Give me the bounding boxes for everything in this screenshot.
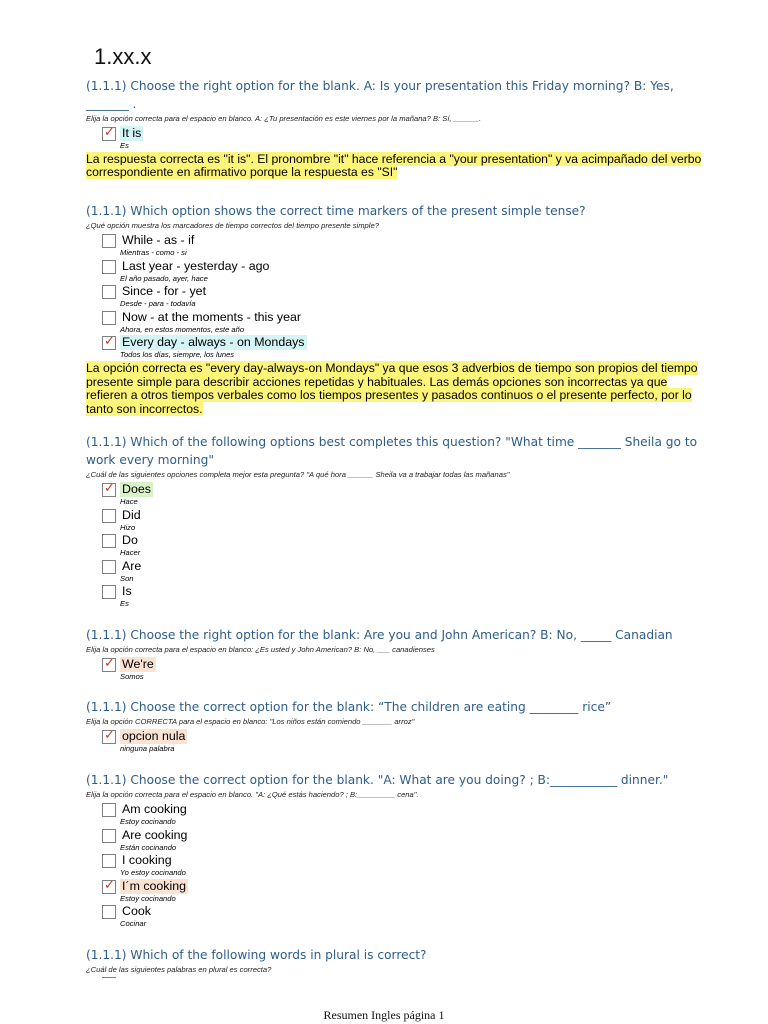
explanation-text: La opción correcta es "every day-always-on Mondays" ya que esos 3 adverbios de tiempo son propios del tiempo presente simple para describir acciones repetidas y habituales. Las demás opciones son incorrectas ya que refieren a otros tiempos verbales como los tiempos presentes y pasados continuos o el presente perfecto, por lo tanto son incorrectos. [86, 360, 698, 416]
checkbox-icon[interactable] [102, 829, 116, 843]
option-label: Does [122, 482, 151, 496]
option-item[interactable] [86, 232, 706, 258]
option-item[interactable] [86, 125, 706, 151]
option-translation: Todos los días, siempre, los lunes [120, 350, 235, 360]
explanation-text: La respuesta correcta es "it is". El pronombre "it" hace referencia a "your presentation" y va acimpañado del verbo correspondiente en afirmativo porque la respuesta es "SI" [86, 151, 702, 180]
checkbox-icon[interactable] [102, 905, 116, 919]
option-item[interactable] [86, 878, 706, 904]
option-item[interactable] [86, 583, 706, 609]
checkmark-icon: ✓ [104, 877, 115, 893]
option-label: I´m cooking [122, 878, 187, 893]
option-item[interactable] [86, 334, 706, 360]
question-3 [86, 433, 706, 609]
question-2 [86, 202, 706, 416]
option-item[interactable] [86, 852, 706, 878]
option-translation: Es [120, 141, 129, 150]
option-item[interactable] [86, 481, 706, 507]
option-item[interactable] [86, 656, 706, 682]
option-label: Did [122, 507, 141, 522]
question-title: (1.1.1) Choose the right option for the blank. A: Is your presentation this Friday morning? B: Yes, _______ . [86, 79, 674, 111]
checkbox-icon[interactable] [102, 560, 116, 574]
question-subtitle: Elija la opción correcta para el espacio en blanco. "A: ¿Qué estás haciendo? ; B:_________ cena". [86, 790, 419, 799]
option-item[interactable] [86, 903, 706, 929]
option-label: Is [122, 584, 132, 599]
question-6 [86, 771, 706, 929]
option-label: It is [122, 126, 142, 140]
option-translation: Hacer [120, 548, 141, 558]
question-title: (1.1.1) Which of the following options best completes this question? "What time _______ Sheila go to work every morning" [86, 435, 698, 467]
checkbox-icon[interactable] [102, 658, 116, 672]
question-subtitle: ¿Qué opción muestra los marcadores de tiempo correctos del tiempo presente simple? [86, 221, 379, 230]
option-label: opcion nula [122, 729, 186, 743]
checkbox-icon[interactable] [102, 483, 116, 497]
option-label: Do [122, 533, 138, 548]
checkmark-icon: ✓ [104, 125, 115, 140]
option-translation: Están cocinando [120, 842, 177, 852]
checkbox-icon[interactable] [102, 260, 116, 274]
option-translation: Estoy cocinando [120, 893, 176, 903]
option-translation: Hace [120, 497, 138, 506]
option-translation: Ahora, en estos momentos, este año [120, 324, 245, 334]
option-translation: Mientras - como - si [120, 248, 187, 257]
option-item[interactable] [86, 532, 706, 558]
option-translation: El año pasado, ayer, hace [120, 273, 208, 283]
question-4 [86, 626, 706, 682]
option-translation: ninguna palabra [120, 744, 175, 753]
checkbox-icon[interactable] [102, 127, 116, 141]
option-item[interactable] [86, 801, 706, 827]
option-item[interactable] [86, 827, 706, 853]
checkbox-icon[interactable] [102, 336, 116, 350]
option-item[interactable] [86, 558, 706, 584]
checkbox-icon[interactable] [102, 803, 116, 817]
checkmark-icon: ✓ [104, 481, 115, 496]
checkbox-icon[interactable] [102, 854, 116, 868]
question-1 [86, 77, 706, 180]
question-title: (1.1.1) Choose the correct option for the blank: “The children are eating ________ rice” [86, 700, 612, 714]
page-title: 1.xx.x [94, 44, 152, 69]
option-label: While - as - if [122, 233, 195, 247]
option-translation: Estoy cocinando [120, 817, 176, 826]
option-label: Am cooking [122, 802, 187, 816]
option-item[interactable] [86, 309, 706, 335]
checkbox-icon[interactable] [102, 730, 116, 744]
page-footer: Resumen Ingles página 1 [323, 1008, 445, 1022]
question-title: (1.1.1) Which option shows the correct time markers of the present simple tense? [86, 204, 586, 218]
option-translation: Yo estoy cocinando [120, 868, 186, 878]
checkmark-icon: ✓ [104, 728, 115, 743]
checkbox-icon[interactable] [102, 509, 116, 523]
question-5 [86, 698, 706, 754]
option-item[interactable] [86, 507, 706, 533]
question-subtitle: Elija la opción CORRECTA para el espacio en blanco: "Los niños están comiendo _______ arroz" [86, 717, 415, 726]
option-label: Since - for - yet [122, 284, 207, 299]
checkbox-icon[interactable] [102, 534, 116, 548]
question-subtitle: Elija la opción correcta para el espacio en blanco. A: ¿Tu presentación es este viernes por la mañana? B: Sí, ______. [86, 114, 482, 123]
checkmark-icon: ✓ [104, 656, 115, 671]
option-label: We're [122, 657, 154, 671]
option-item[interactable] [86, 283, 706, 309]
option-translation: Cocinar [120, 919, 147, 929]
question-subtitle: ¿Cuál de las siguientes opciones completa mejor esta pregunta? "A qué hora ______ Sheila va a trabajar todas las mañanas" [86, 470, 510, 479]
option-label: Are [122, 558, 142, 573]
checkbox-icon[interactable] [102, 234, 116, 248]
checkbox-icon[interactable] [102, 977, 116, 980]
checkmark-icon: ✓ [104, 334, 115, 350]
question-subtitle: Elija la opción correcta para el espacio en blanco: ¿Es usted y John American? B: No, ___ canadienses [86, 645, 435, 654]
option-label: Now - at the moments - this year [122, 309, 302, 324]
option-label: Every day - always - on Mondays [122, 335, 305, 350]
question-title: (1.1.1) Choose the correct option for the blank. "A: What are you doing? ; B:___________ dinner." [86, 773, 669, 787]
checkbox-icon[interactable] [102, 285, 116, 299]
option-label: Last year - yesterday - ago [122, 258, 270, 273]
question-subtitle: ¿Cuál de las siguientes palabras en plural es correcta? [86, 965, 272, 974]
question-title: (1.1.1) Choose the right option for the blank: Are you and John American? B: No, _____ Canadian [86, 628, 673, 642]
question-title: (1.1.1) Which of the following words in plural is correct? [86, 948, 427, 962]
option-translation: Es [120, 599, 129, 609]
option-label: I cooking [122, 853, 172, 868]
option-translation: Son [120, 573, 134, 583]
checkbox-icon[interactable] [102, 311, 116, 325]
option-item[interactable] [86, 728, 706, 754]
question-7 [86, 946, 706, 976]
option-translation: Hizo [120, 522, 136, 532]
option-translation: Desde - para - todavía [120, 299, 196, 309]
option-label: Are cooking [122, 827, 188, 842]
option-label: Cook [122, 904, 151, 919]
option-item[interactable] [86, 258, 706, 284]
option-translation: Somos [120, 672, 144, 681]
checkbox-icon[interactable] [102, 877, 116, 894]
checkbox-icon[interactable] [102, 585, 116, 599]
